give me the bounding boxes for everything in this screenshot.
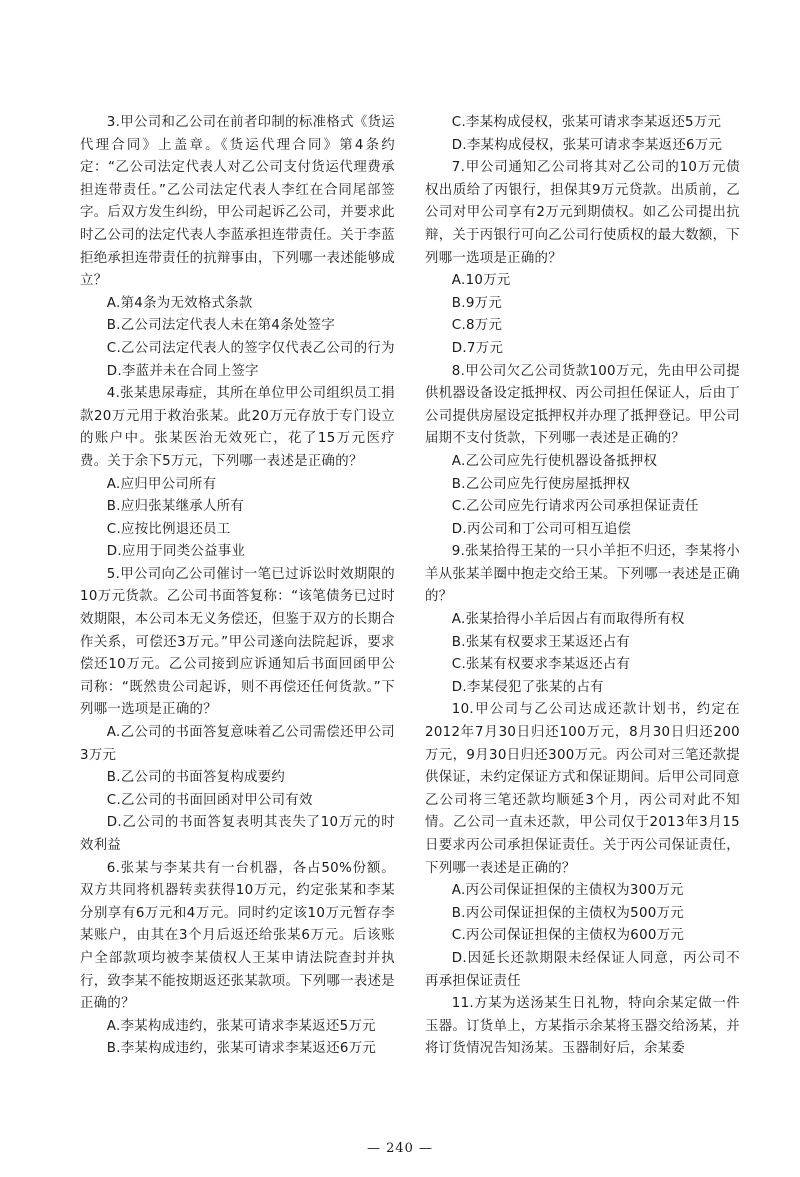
question-stem: 9.张某拾得王某的一只小羊拒不归还，李某将小羊从张某羊圈中抱走交给王某。下列哪一表述是正确的？ — [425, 544, 740, 605]
question-6 — [80, 858, 395, 1061]
option-c: C.8万元 — [451, 318, 503, 334]
question-stem: 3.甲公司和乙公司在前者印制的标准格式《货运代理合同》上盖章。《货运代理合同》第4条约定：“乙公司法定代表人对乙公司支付货运代理费承担连带责任。”乙公司法定代表人李红在合同尾部签字。后双方发生纠纷，甲公司起诉乙公司，并要求此时乙公司的法定代表人李蓝承担连带责任。关于李蓝拒绝承担连带责任的抗辩事由，下列哪一表述能够成立？ — [80, 115, 395, 289]
question-3 — [80, 112, 395, 383]
question-stem: 10.甲公司与乙公司达成还款计划书，约定在2012年7月30日归还100万元，8月30日归还200万元，9月30日归还300万元。丙公司对三笔还款提供保证，未约定保证方式和保证期间。后甲公司同意乙公司将三笔还款均顺延3个月，丙公司对此不知情。乙公司一直未还款，甲公司仅于2013年3月15日要求丙公司承担保证责任。关于丙公司保证责任，下列哪一表述是正确的？ — [425, 702, 740, 876]
option-d: D.李某侵犯了张某的占有 — [451, 679, 604, 695]
option-a: A.李某构成违约，张某可请求李某返还5万元 — [106, 1018, 376, 1034]
question-stem: 4.张某患尿毒症，其所在单位甲公司组织员工捐款20万元用于救治张某。此20万元存放于专门设立的账户中。张某医治无效死亡，花了15万元医疗费。关于余下5万元，下列哪一表述是正确的？ — [80, 386, 395, 469]
option-c: C.张某有权要求李某返还占有 — [451, 657, 631, 673]
question-4 — [80, 383, 395, 564]
option-b: B.9万元 — [451, 295, 503, 311]
option-d: D.7万元 — [451, 340, 504, 356]
option-a: A.应归甲公司所有 — [106, 476, 217, 492]
option-c: C.李某构成侵权，张某可请求李某返还5万元 — [451, 115, 722, 130]
page-number: — 240 — — [366, 1141, 434, 1156]
option-b: B.李某构成违约，张某可请求李某返还6万元 — [106, 1041, 377, 1057]
option-b: B.乙公司法定代表人未在第4条处签字 — [106, 318, 336, 334]
option-a: A.第4条为无效格式条款 — [106, 295, 253, 311]
option-c: C.乙公司的书面回函对甲公司有效 — [106, 792, 313, 808]
option-d: D.李蓝并未在合同上签字 — [106, 363, 259, 379]
question-5 — [80, 564, 395, 858]
question-8 — [425, 361, 740, 542]
question-stem: 5.甲公司向乙公司催讨一笔已过诉讼时效期限的10万元货款。乙公司书面答复称：“该笔债务已过时效期限，本公司本无义务偿还，但鉴于双方的长期合作关系，可偿还3万元。”甲公司遂向法院起诉，要求偿还10万元。乙公司接到应诉通知后书面回函甲公司称：“既然贵公司起诉，则不再偿还任何货款。”下列哪一选项是正确的？ — [80, 566, 395, 718]
option-c: C.应按比例退还员工 — [106, 521, 231, 537]
question-6-continued — [425, 112, 740, 157]
question-10 — [425, 699, 740, 993]
two-column-page — [80, 112, 740, 1122]
option-b: B.丙公司保证担保的主债权为500万元 — [451, 905, 684, 921]
option-c: C.乙公司法定代表人的签字仅代表乙公司的行为 — [106, 340, 395, 356]
option-c: C.丙公司保证担保的主债权为600万元 — [451, 928, 685, 944]
option-c: C.乙公司应先行请求丙公司承担保证责任 — [451, 499, 699, 515]
option-d: D.乙公司的书面答复表明其丧失了10万元的时效利益 — [80, 815, 395, 853]
option-b: B.乙公司的书面答复构成要约 — [106, 770, 286, 786]
option-a: A.10万元 — [451, 273, 511, 289]
option-a: A.张某拾得小羊后因占有而取得所有权 — [451, 612, 685, 628]
option-b: B.张某有权要求王某返还占有 — [451, 634, 631, 650]
option-a: A.丙公司保证担保的主债权为300万元 — [451, 883, 684, 899]
question-7 — [425, 157, 740, 360]
question-9 — [425, 541, 740, 699]
option-b: B.应归张某继承人所有 — [106, 499, 245, 515]
option-a: A.乙公司的书面答复意味着乙公司需偿还甲公司3万元 — [80, 725, 395, 763]
left-column — [80, 112, 395, 1122]
option-d: D.丙公司和丁公司可相互追偿 — [451, 521, 632, 537]
question-11 — [425, 993, 740, 1061]
question-stem: 11.方某为送汤某生日礼物，特向余某定做一件玉器。订货单上，方某指示余某将玉器交给汤某，并将订货情况告知汤某。玉器制好后，余某委 — [425, 996, 740, 1057]
question-stem: 6.张某与李某共有一台机器，各占50%份额。双方共同将机器转卖获得10万元，约定张某和李某分别享有6万元和4万元。同时约定该10万元暂存李某账户，由其在3个月后返还给张某6万元。后该账户全部款项均被李某债权人王某申请法院查封并执行，致李某不能按期返还张某款项。下列哪一表述是正确的？ — [80, 860, 395, 1012]
option-a: A.乙公司应先行使机器设备抵押权 — [451, 453, 658, 469]
option-d: D.李某构成侵权，张某可请求李某返还6万元 — [451, 137, 723, 153]
question-stem: 7.甲公司通知乙公司将其对乙公司的10万元债权出质给了丙银行，担保其9万元贷款。出质前，乙公司对甲公司享有2万元到期债权。如乙公司提出抗辩，关于丙银行可向乙公司行使质权的最大数额，下列哪一选项是正确的？ — [425, 160, 740, 266]
right-column — [425, 112, 740, 1122]
question-stem: 8.甲公司欠乙公司货款100万元，先由甲公司提供机器设备设定抵押权、丙公司担任保证人，后由丁公司提供房屋设定抵押权并办理了抵押登记。甲公司届期不支付货款，下列哪一表述是正确的？ — [425, 363, 740, 447]
option-d: D.因延长还款期限未经保证人同意，丙公司不再承担保证责任 — [425, 950, 740, 989]
option-b: B.乙公司应先行使房屋抵押权 — [451, 476, 631, 492]
option-d: D.应用于同类公益事业 — [106, 544, 246, 560]
